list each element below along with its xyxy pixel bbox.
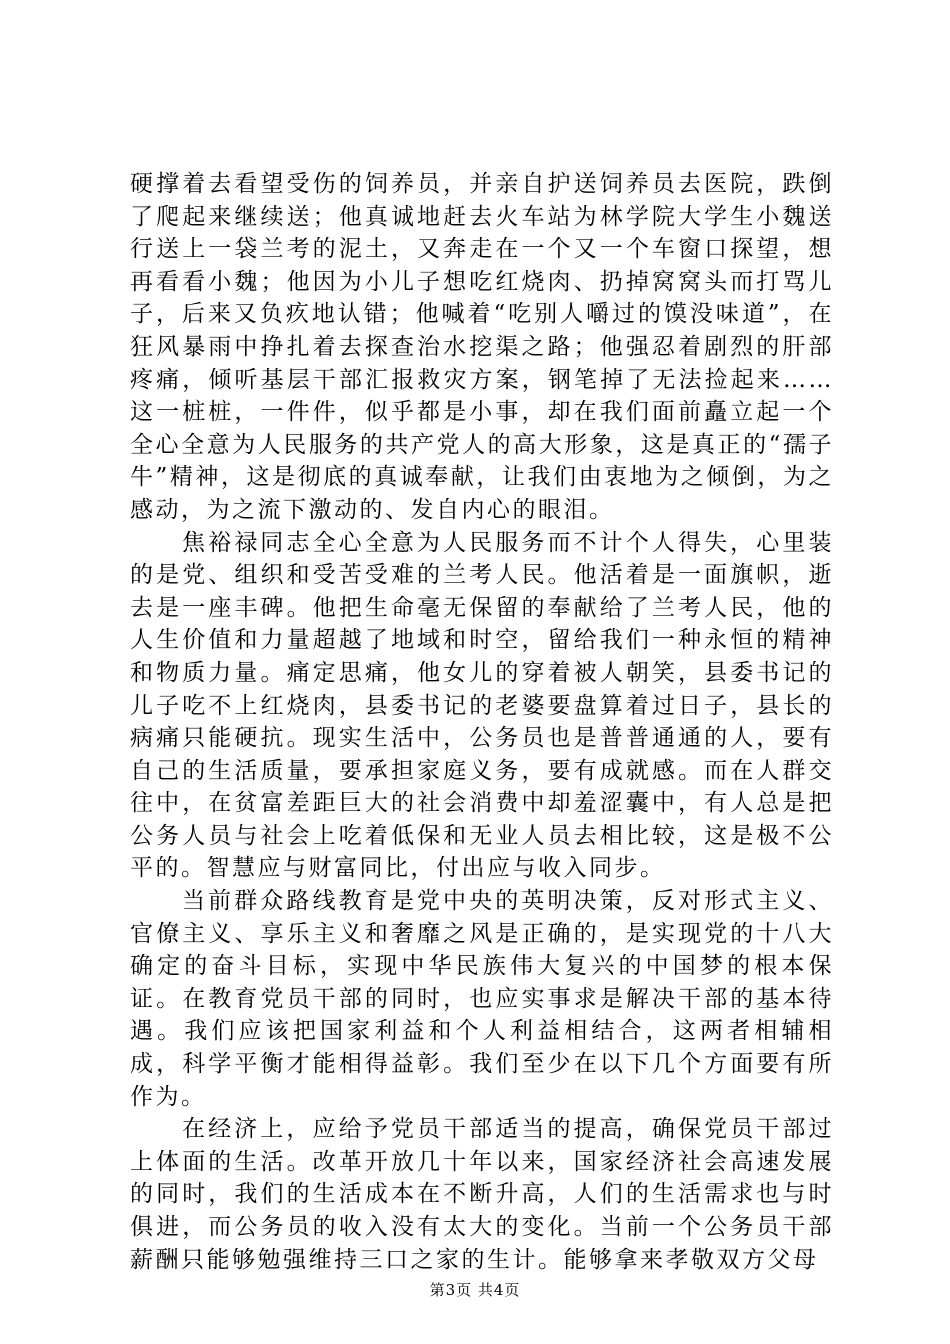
document-body xyxy=(130,168,834,1276)
paragraph-2: 焦裕禄同志全心全意为人民服务而不计个人得失，心里装的是党、组织和受苦受难的兰考人民。他活着是一面旗帜，逝去是一座丰碑。他把生命毫无保留的奉献给了兰考人民，他的人生价值和力量超越了地域和时空，留给我们一种永恒的精神和物质力量。痛定思痛，他女儿的穿着被人朝笑，县委书记的儿子吃不上红烧肉，县委书记的老婆要盘算着过日子，县长的病痛只能硬抗。现实生活中，公务员也是普普通通的人，要有自己的生活质量，要承担家庭义务，要有成就感。而在人群交往中，在贫富差距巨大的社会消费中却羞涩囊中，有人总是把公务人员与社会上吃着低保和无业人员去相比较，这是极不公平的。智慧应与财富同比，付出应与收入同步。 xyxy=(130,529,834,882)
page-number-footer: 第3页 共4页 xyxy=(429,1281,521,1299)
paragraph-1: 硬撑着去看望受伤的饲养员，并亲自护送饲养员去医院，跌倒了爬起来继续送；他真诚地赶去火车站为林学院大学生小魏送行送上一袋兰考的泥土，又奔走在一个又一个车窗口探望，想再看看小魏；他因为小儿子想吃红烧肉、扔掉窝窝头而打骂儿子，后来又负疚地认错；他喊着“吃别人嚼过的馍没味道”，在狂风暴雨中挣扎着去探查治水挖渠之路；他强忍着剧烈的肝部疼痛，倾听基层干部汇报救灾方案，钢笔掉了无法捡起来……这一桩桩，一件件，似乎都是小事，却在我们面前矗立起一个全心全意为人民服务的共产党人的高大形象，这是真正的“孺子牛”精神，这是彻底的真诚奉献，让我们由衷地为之倾倒，为之感动，为之流下激动的、发自内心的眼泪。 xyxy=(130,171,834,523)
paragraph-4: 在经济上，应给予党员干部适当的提高，确保党员干部过上体面的生活。改革开放几十年以来，国家经济社会高速发展的同时，我们的生活成本在不断升高，人们的生活需求也与时俱进，而公务员的收入没有太大的变化。当前一个公务员干部薪酬只能够勉强维持三口之家的生计。能够拿来孝敬双方父母 xyxy=(130,1116,834,1273)
paragraph-3: 当前群众路线教育是党中央的英明决策，反对形式主义、官僚主义、享乐主义和奢靡之风是正确的，是实现党的十八大确定的奋斗目标，实现中华民族伟大复兴的中国梦的根本保证。在教育党员干部的同时，也应实事求是解决干部的基本待遇。我们应该把国家利益和个人利益相结合，这两者相辅相成，科学平衡才能相得益彰。我们至少在以下几个方面要有所作为。 xyxy=(130,888,834,1110)
